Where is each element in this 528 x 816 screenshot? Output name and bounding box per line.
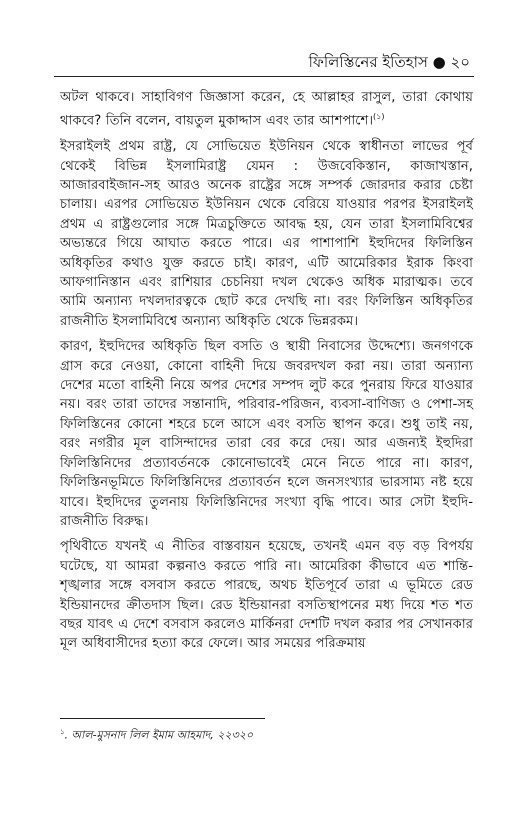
footnote-number: ১ — [60, 728, 65, 736]
paragraph-1 — [60, 88, 473, 131]
header-divider — [54, 76, 474, 77]
footnote — [60, 724, 473, 744]
footnote-text: . আল-মুসনাদ লিল ইমাম আহমাদ, ২২৩২০ — [64, 728, 254, 742]
paragraph-4: পৃথিবীতে যখনই এ নীতির বাস্তবায়ন হয়েছে, তখনই এমন বড় বড় বিপর্যয় ঘটেছে, যা আমরা কল্পনাও করতে পারি না। আমেরিকা কীভাবে এত শান্তি-শৃঙ্খলার সঙ্গে বসবাস করতে পারছে, অথচ ইতিপূর্বে তারা এ ভূমিতে রেড ইন্ডিয়ানদের ক্রীতদাস ছিল। রেড ইন্ডিয়ানরা বসতিস্থাপনের মধ্য দিয়ে শত শত বছর যাবৎ এ দেশে বসবাস করলেও মার্কিনরা দেশটি দখল করার পর সেখানকার মূল অধিবাসীদের হত্যা করে ফেলে। আর সময়ের পরিক্রমায় — [60, 539, 473, 652]
footnote-divider — [60, 718, 265, 719]
body-text — [60, 88, 473, 660]
footnote-reference: (১) — [373, 112, 385, 122]
running-header: ফিলিস্তিনের ইতিহাস ● ২০ — [308, 53, 470, 71]
paragraph-2: ইসরাইলই প্রথম রাষ্ট্র, যে সোভিয়েত ইউনিয়ন থেকে স্বাধীনতা লাভের পূর্ব থেকেই বিভিন্ন ইসলামিরাষ্ট্র যেমন : উজবেকিস্তান, কাজাখস্তান, আজারবাইজান-সহ আরও অনেক রাষ্ট্রের সঙ্গে সম্পর্ক জোরদার করার চেষ্টা চালায়। এরপর সোভিয়েত ইউনিয়ন থেকে বেরিয়ে যাওয়ার পরপর ইসরাইলই প্রথম এ রাষ্ট্রগুলোর সঙ্গে মিত্রচুক্তিতে আবদ্ধ হয়, যেন তারা ইসলামিবিশ্বের অভ্যন্তরে গিয়ে আঘাত করতে পারে। এর পাশাপাশি ইহুদিদের ফিলিস্তিন অধিকৃতির কথাও যুক্ত করতে চাই। কারণ, এটি আমেরিকার ইরাক কিংবা আফগানিস্তান এবং রাশিয়ার চেচনিয়া দখল থেকেও অধিক মারাত্মক। তবে আমি অন্যান্য দখলদারত্বকে ছোট করে দেখছি না। বরং ফিলিস্তিন অধিকৃতির রাজনীতি ইসলামিবিশ্বে অন্যান্য অধিকৃতি থেকে ভিন্নরকম। — [60, 139, 473, 329]
paragraph-1-text: অটল থাকবে। সাহাবিগণ জিজ্ঞাসা করেন, হে আল্লাহর রাসুল, তারা কোথায় থাকবে? তিনি বলেন, বায়তুল মুকাদ্দাস এবং তার আশপাশে। — [60, 90, 473, 129]
paragraph-3: কারণ, ইহুদিদের অধিকৃতি ছিল বসতি ও স্থায়ী নিবাসের উদ্দেশ্যে। জনগণকে গ্রাস করে নেওয়া, কোনো বাহিনী দিয়ে জবরদখল করা নয়। তারা অন্যান্য দেশের মতো বাহিনী নিয়ে অপর দেশের সম্পদ লুট করে পুনরায় ফিরে যাওয়ার নয়। বরং তারা তাদের সন্তানাদি, পরিবার-পরিজন, ব্যবসা-বাণিজ্য ও পেশা-সহ ফিলিস্তিনের কোনো শহরে চলে আসে এবং বসতি স্থাপন করে। শুধু তাই নয়, বরং নগরীর মূল বাসিন্দাদের তারা বের করে দেয়। আর এজন্যই ইহুদিরা ফিলিস্তিনিদের প্রত্যাবর্তনকে কোনোভাবেই মেনে নিতে পারে না। কারণ, ফিলিস্তিনভূমিতে ফিলিস্তিনিদের প্রত্যাবর্তন হলে জনসংখ্যার ভারসাম্য নষ্ট হয়ে যাবে। ইহুদিদের তুলনায় ফিলিস্তিনিদের সংখ্যা বৃদ্ধি পাবে। আর সেটা ইহুদি-রাজনীতি বিরুদ্ধ। — [60, 339, 473, 529]
